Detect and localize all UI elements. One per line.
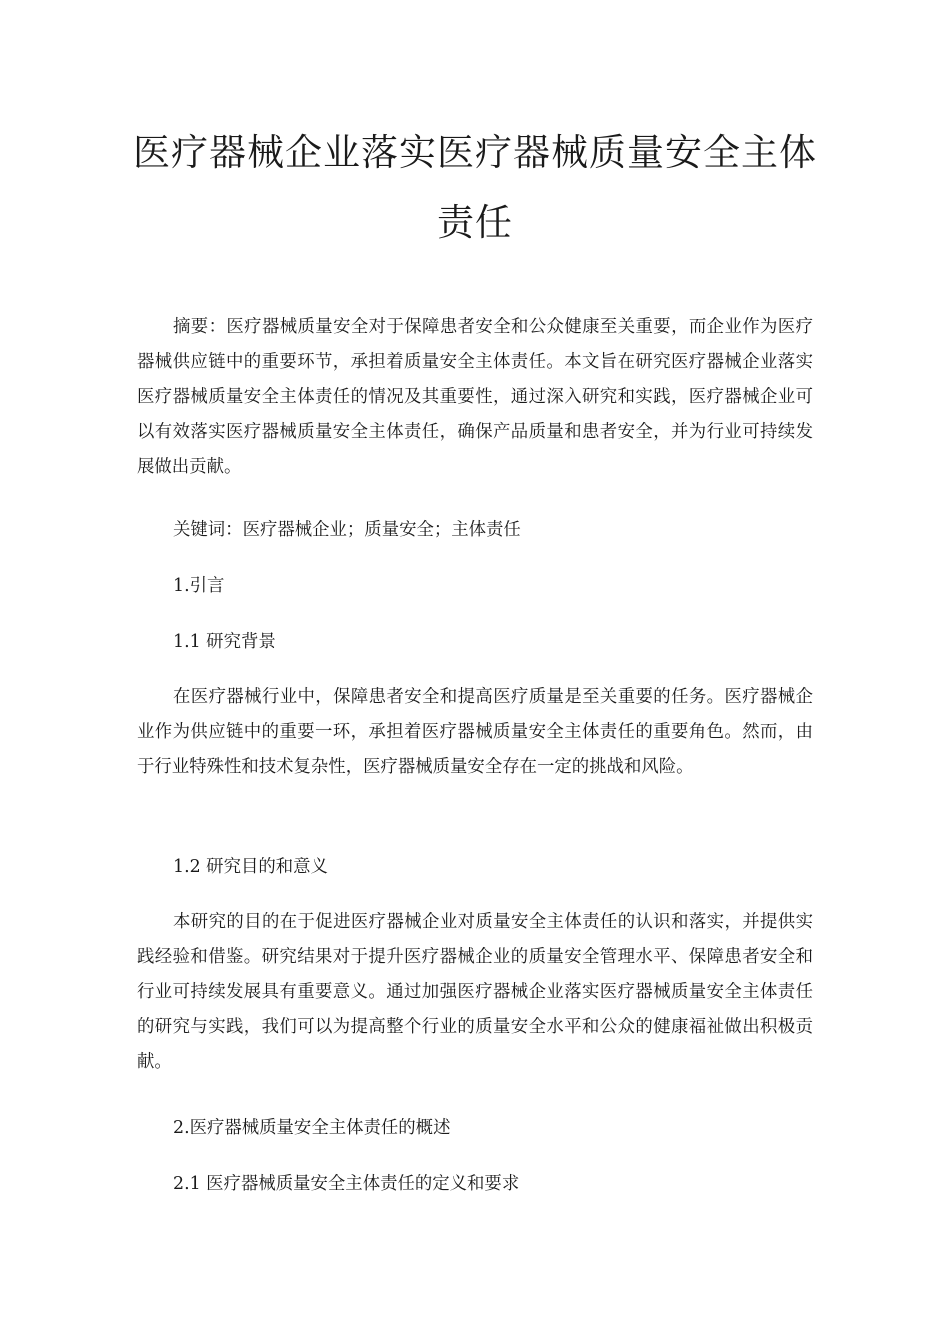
section-1-2-body: 本研究的目的在于促进医疗器械企业对质量安全主体责任的认识和落实，并提供实践经验和借鉴。研究结果对于提升医疗器械企业的质量安全管理水平、保障患者安全和行业可持续发展具有重要意义。通过加强医疗器械企业落实医疗器械质量安全主体责任的研究与实践，我们可以为提高整个行业的质量安全水平和公众的健康福祉做出积极贡献。 bbox=[137, 912, 813, 1072]
section-1-2-heading: 1.2 研究目的和意义 bbox=[173, 857, 328, 877]
document-title: 医疗器械企业落实医疗器械质量安全主体责任 bbox=[133, 131, 817, 244]
section-2-heading: 2.医疗器械质量安全主体责任的概述 bbox=[173, 1118, 451, 1138]
keywords-line: 关键词：医疗器械企业；质量安全；主体责任 bbox=[173, 520, 521, 540]
section-1-heading: 1.引言 bbox=[173, 576, 225, 596]
section-2-1-heading: 2.1 医疗器械质量安全主体责任的定义和要求 bbox=[173, 1174, 520, 1194]
section-1-1-heading: 1.1 研究背景 bbox=[173, 632, 276, 652]
section-1-1-body: 在医疗器械行业中，保障患者安全和提高医疗质量是至关重要的任务。医疗器械企业作为供应链中的重要一环，承担着医疗器械质量安全主体责任的重要角色。然而，由于行业特殊性和技术复杂性，医疗器械质量安全存在一定的挑战和风险。 bbox=[137, 687, 813, 777]
abstract-paragraph: 摘要：医疗器械质量安全对于保障患者安全和公众健康至关重要，而企业作为医疗器械供应链中的重要环节，承担着质量安全主体责任。本文旨在研究医疗器械企业落实医疗器械质量安全主体责任的情况及其重要性，通过深入研究和实践，医疗器械企业可以有效落实医疗器械质量安全主体责任，确保产品质量和患者安全，并为行业可持续发展做出贡献。 bbox=[137, 317, 813, 477]
